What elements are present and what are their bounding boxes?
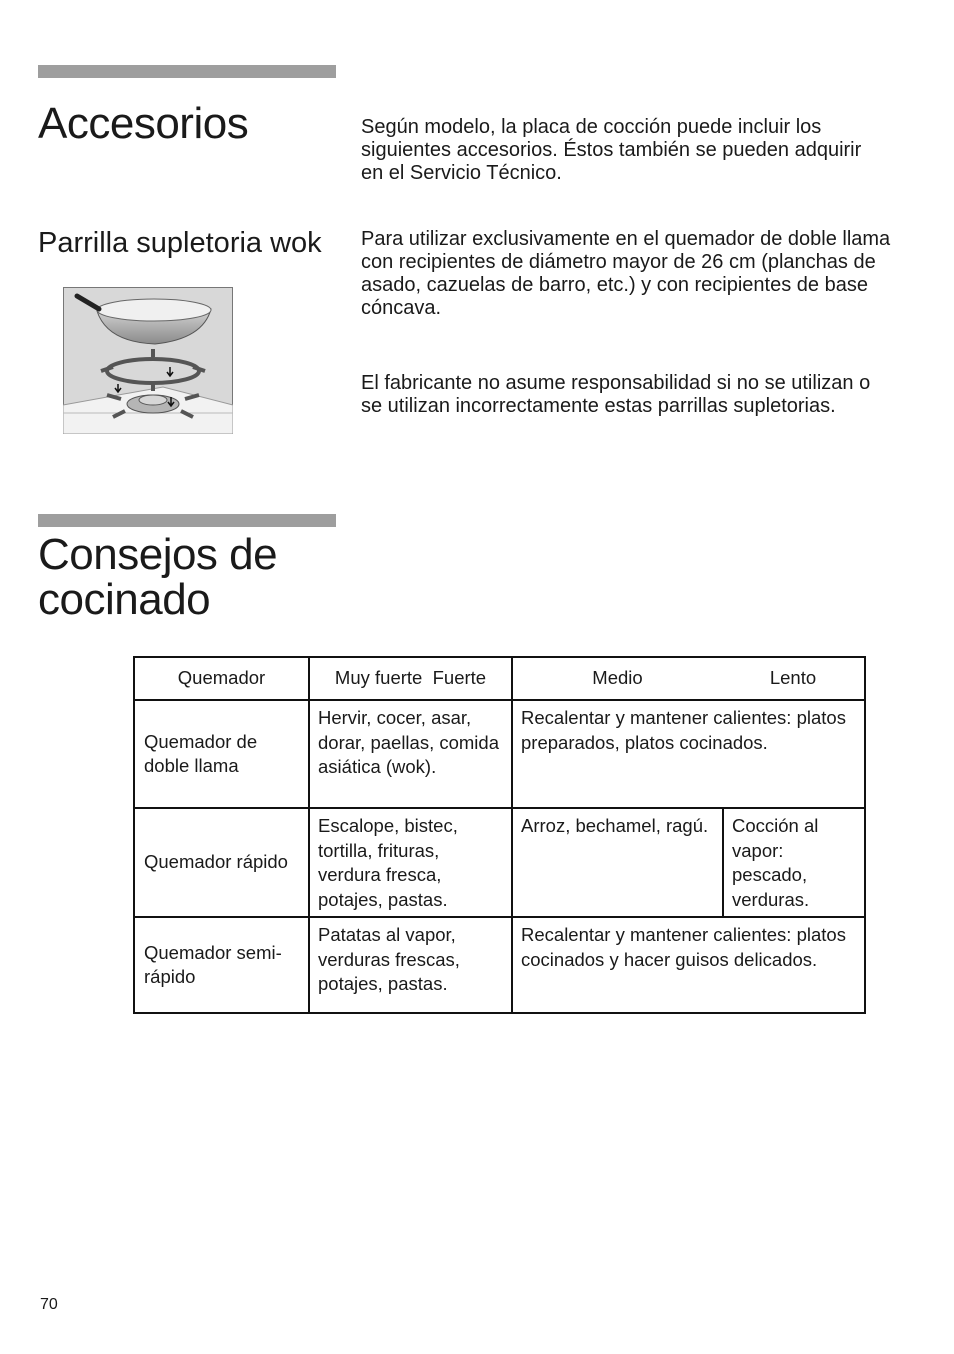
medium-heat-uses: Arroz, bechamel, ragú. [512,808,723,917]
accessories-intro: Según modelo, la placa de cocción puede incluir los siguientes accesorios. Éstos también se pueden adquirir en el Servicio Técnico. [361,116,862,184]
header-burner: Quemador [134,657,309,700]
wok-on-burner-illustration [63,287,233,434]
cooking-tips-title [38,532,277,622]
cooking-tips-table [133,656,866,1014]
strong-heat-uses: Escalope, bistec, tortilla, frituras, verdura fresca, potajes, pastas. [309,808,512,917]
medium-slow-heat-uses: Recalentar y mantener calientes: platos cocinados y hacer guisos delicados. [512,917,865,1013]
header-medium: Medio [592,667,643,689]
medium-slow-heat-uses: Recalentar y mantener calientes: platos preparados, platos cocinados. [512,700,865,808]
header-slow: Lento [769,667,817,689]
manufacturer-disclaimer: El fabricante no asume responsabilidad si no se utilizan o se utilizan incorrectamente estas parrillas supletorias. [361,372,871,417]
burner-name: Quemador semi-rápido [134,917,309,1013]
header-strong: Fuerte [432,667,487,689]
table-row [134,808,865,917]
cooking-tips-title-line2: cocinado [38,575,211,624]
header-very-strong: Muy fuerte [334,667,423,689]
table-header-row [134,657,865,700]
table-row [134,700,865,808]
strong-heat-uses: Hervir, cocer, asar, dorar, paellas, comida asiática (wok). [309,700,512,808]
slow-heat-uses: Cocción al vapor: pescado, verduras. [723,808,865,917]
strong-heat-uses: Patatas al vapor, verduras frescas, potajes, pastas. [309,917,512,1013]
section-divider-bar [38,514,336,527]
burner-name: Quemador rápido [134,808,309,917]
page-number: 70 [40,1296,58,1313]
section-divider-bar [38,65,336,78]
header-medium-slow [512,657,865,700]
cooking-tips-title-line1: Consejos de [38,530,278,579]
wok-grid-description: Para utilizar exclusivamente en el quemador de doble llama con recipientes de diámetro mayor de 26 cm (planchas de asado, cazuelas de barro, etc.) y con recipientes de base cóncava. [361,228,891,319]
wok-grid-title: Parrilla supletoria wok [38,227,322,259]
burner-name: Quemador de doble llama [134,700,309,808]
table-row [134,917,865,1013]
wok-illustration-svg [63,287,233,434]
accessories-title: Accesorios [38,99,249,148]
header-very-strong-strong [309,657,512,700]
